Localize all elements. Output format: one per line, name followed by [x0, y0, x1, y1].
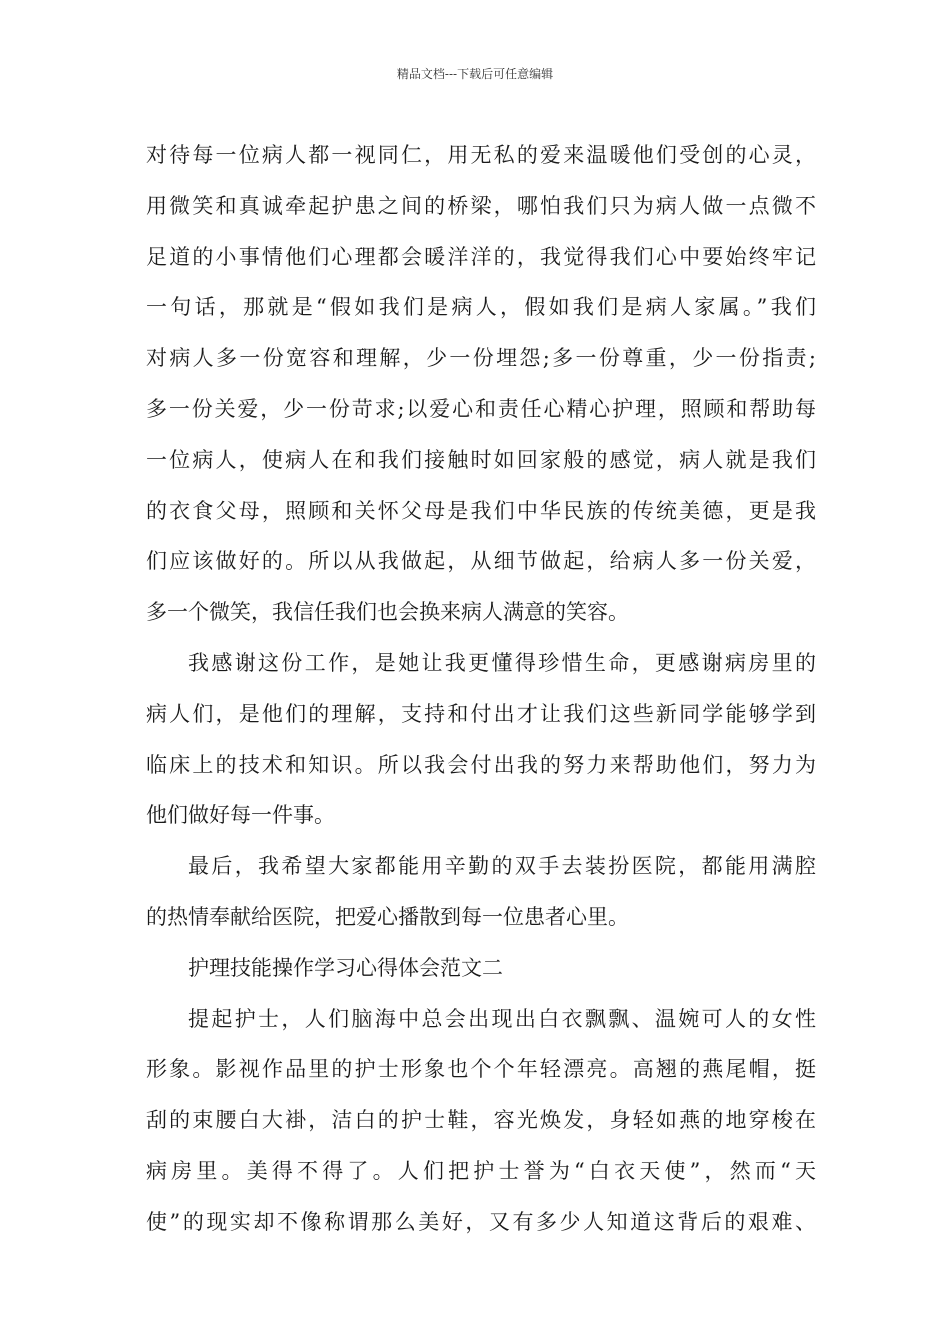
text-line: 病房里。美得不得了。人们把护士誉为“白衣天使”，然而“天	[146, 1158, 816, 1183]
section-heading: 护理技能操作学习心得体会范文二	[188, 955, 503, 980]
text-line: 最后，我希望大家都能用辛勤的双手去装扮医院，都能用满腔	[188, 854, 816, 879]
text-line: 一位病人，使病人在和我们接触时如回家般的感觉，病人就是我们	[146, 447, 816, 472]
text-line: 病人们，是他们的理解，支持和付出才让我们这些新同学能够学到	[146, 701, 816, 726]
text-line: 提起护士，人们脑海中总会出现出白衣飘飘、温婉可人的女性	[188, 1006, 816, 1031]
text-line: 用微笑和真诚牵起护患之间的桥梁，哪怕我们只为病人做一点微不	[146, 193, 816, 218]
text-line: 临床上的技术和知识。所以我会付出我的努力来帮助他们，努力为	[146, 752, 816, 777]
text-line: 的热情奉献给医院，把爱心播散到每一位患者心里。	[146, 904, 629, 929]
text-line: 多一个微笑，我信任我们也会换来病人满意的笑容。	[146, 600, 629, 625]
text-line: 多一份关爱，少一份苛求;以爱心和责任心精心护理，照顾和帮助每	[146, 396, 816, 421]
text-line: 对待每一位病人都一视同仁，用无私的爱来温暖他们受创的心灵，	[146, 143, 816, 167]
text-line: 一句话，那就是“假如我们是病人，假如我们是病人家属。”我们	[146, 295, 816, 320]
text-line: 足道的小事情他们心理都会暖洋洋的，我觉得我们心中要始终牢记	[146, 244, 816, 269]
document-body	[146, 130, 816, 1248]
text-line: 们应该做好的。所以从我做起，从细节做起，给病人多一份关爱，	[146, 549, 816, 574]
text-line: 刮的束腰白大褂，洁白的护士鞋，容光焕发，身轻如燕的地穿梭在	[146, 1108, 816, 1133]
text-line: 我感谢这份工作，是她让我更懂得珍惜生命，更感谢病房里的	[188, 650, 816, 675]
page-header: 精品文档---下载后可任意编辑	[396, 67, 554, 81]
text-line: 使”的现实却不像称谓那么美好，又有多少人知道这背后的艰难、	[146, 1209, 816, 1234]
text-line: 的衣食父母，照顾和关怀父母是我们中华民族的传统美德，更是我	[146, 498, 816, 523]
text-line: 对病人多一份宽容和理解，少一份埋怨;多一份尊重，少一份指责;	[146, 346, 816, 371]
text-line: 形象。影视作品里的护士形象也个个年轻漂亮。高翘的燕尾帽，挺	[146, 1057, 816, 1082]
text-line: 他们做好每一件事。	[146, 803, 335, 828]
